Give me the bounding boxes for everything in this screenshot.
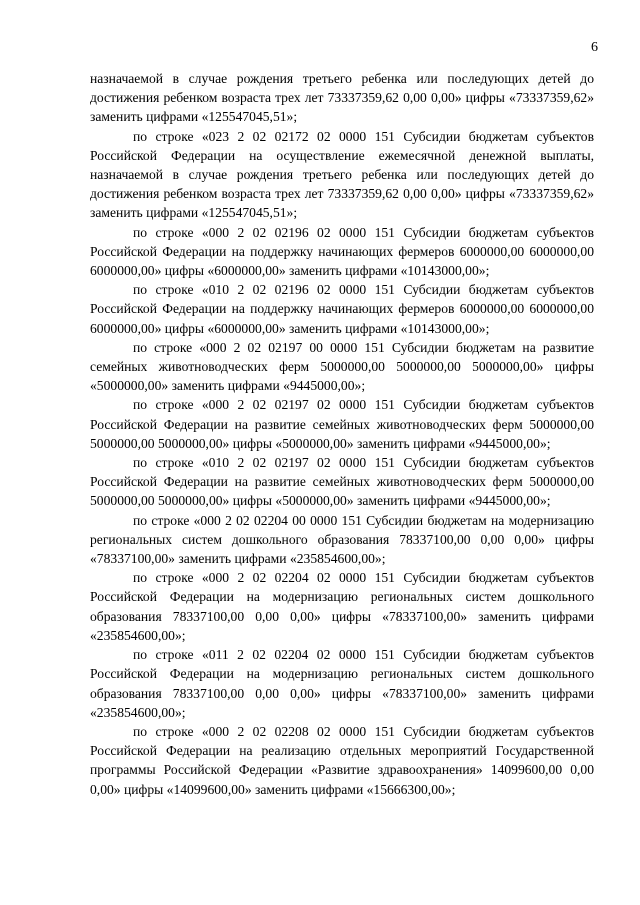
paragraph: по строке «023 2 02 02172 02 0000 151 Субсидии бюджетам субъектов Российской Федерации на осуществление ежемесячной денежной выплаты, назначаемой в случае рождения третьего ребенка или последующих детей до достижения ребенком возраста трех лет 73337359,62 0,00 0,00» цифры «73337359,62» заменить цифрами «125547045,51»; — [90, 128, 594, 221]
paragraph: по строке «000 2 02 02204 02 0000 151 Субсидии бюджетам субъектов Российской Федерации на модернизацию региональных систем дошкольного образования 78337100,00 0,00 0,00» цифры «78337100,00» заменить цифрами «235854600,00»; — [90, 570, 594, 643]
paragraph: по строке «000 2 02 02196 02 0000 151 Субсидии бюджетам субъектов Российской Федерации на поддержку начинающих фермеров 6000000,00 6000000,00 6000000,00» цифры «6000000,00» заменить цифрами «10143000,00»; — [90, 224, 594, 279]
page-number: 6 — [591, 40, 598, 55]
paragraph: по строке «000 2 02 02197 02 0000 151 Субсидии бюджетам субъектов Российской Федерации на развитие семейных животноводческих ферм 5000000,00 5000000,00 5000000,00» цифры «5000000,00» заменить цифрами «9445000,00»; — [90, 397, 594, 451]
paragraph: назначаемой в случае рождения третьего ребенка или последующих детей до достижения ребенком возраста трех лет 73337359,62 0,00 0,00» цифры «73337359,62» заменить цифрами «125547045,51»; — [90, 71, 594, 125]
document-body — [90, 69, 594, 799]
paragraph: по строке «000 2 02 02204 00 0000 151 Субсидии бюджетам на модернизацию региональных систем дошкольного образования 78337100,00 0,00 0,00» цифры «78337100,00» заменить цифрами «235854600,00»; — [90, 512, 594, 567]
paragraph: по строке «010 2 02 02196 02 0000 151 Субсидии бюджетам субъектов Российской Федерации на поддержку начинающих фермеров 6000000,00 6000000,00 6000000,00» цифры «6000000,00» заменить цифрами «10143000,00»; — [90, 282, 594, 336]
paragraph: по строке «000 2 02 02197 00 0000 151 Субсидии бюджетам на развитие семейных животноводческих ферм 5000000,00 5000000,00 5000000,00» цифры «5000000,00» заменить цифрами «9445000,00»; — [90, 339, 594, 394]
paragraph: по строке «010 2 02 02197 02 0000 151 Субсидии бюджетам субъектов Российской Федерации на развитие семейных животноводческих ферм 5000000,00 5000000,00 5000000,00» цифры «5000000,00» заменить цифрами «9445000,00»; — [90, 455, 594, 509]
paragraph: по строке «000 2 02 02208 02 0000 151 Субсидии бюджетам субъектов Российской Федерации на реализацию отдельных мероприятий Государственной программы Российской Федерации «Развитие здравоохранения» 14099600,00 0,00 0,00» цифры «14099600,00» заменить цифрами «15666300,00»; — [90, 723, 594, 797]
paragraph: по строке «011 2 02 02204 02 0000 151 Субсидии бюджетам субъектов Российской Федерации на модернизацию региональных систем дошкольного образования 78337100,00 0,00 0,00» цифры «78337100,00» заменить цифрами «235854600,00»; — [90, 647, 594, 720]
